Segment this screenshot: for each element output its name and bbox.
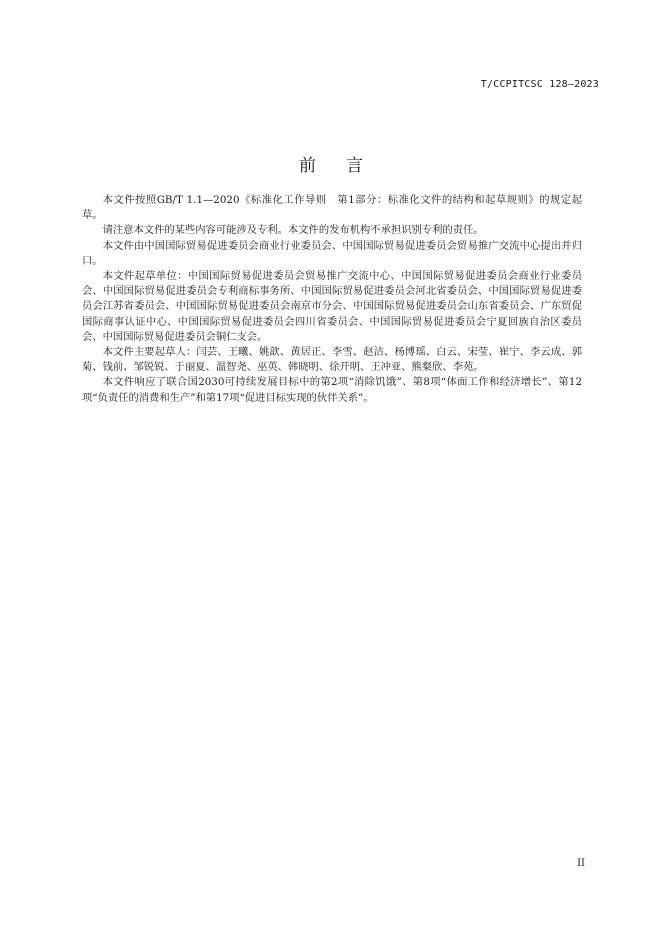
paragraph-drafting-units: 本文件起草单位：中国国际贸易促进委员会贸易推广交流中心、中国国际贸易促进委员会商业行业委员会、中国国际贸易促进委员会专利商标事务所、中国国际贸易促进委员会河北省委员会、中国国际贸易促进委员会江苏省委员会、中国国际贸易促进委员会南京市分会、中国国际贸易促进委员会山东省委员会、广东贸促国际商事认证中心、中国国际贸易促进委员会四川省委员会、中国国际贸易促进委员会宁夏回族自治区委员会、中国国际贸易促进委员会铜仁支会。 [82,270,582,343]
page-title: 前言 [299,156,393,177]
document-code: T/CCPITCSC 128—2023 [480,79,599,90]
paragraph-sdg-goals: 本文件响应了联合国2030可持续发展目标中的第2项“消除饥饿”、第8项“体面工作和经济增长”、第12项“负责任的消费和生产”和第17项“促进目标实现的伙伴关系”。 [82,376,582,404]
page-number: II [577,858,585,869]
paragraph-drafting-rules: 本文件按照GB/T 1.1—2020《标准化工作导则 第1部分：标准化文件的结构和起草规则》的规定起草。 [82,194,582,222]
paragraph-patent-notice: 请注意本文件的某些内容可能涉及专利。本文件的发布机构不承担识别专利的责任。 [102,224,484,237]
paragraph-proposer: 本文件由中国国际贸易促进委员会商业行业委员会、中国国际贸易促进委员会贸易推广交流中心提出并归口。 [82,239,582,267]
foreword-body [82,193,582,406]
paragraph-drafters: 本文件主要起草人：闫芸、王曦、姚歆、黄居正、李雪、赵洁、杨博瑶、白云、宋莹、崔宁、李云成、郭菊、钱前、邹锐锐、于丽夏、温智尧、巫英、韩晓明、徐开明、王冲亚、熊粲欣、李苑。 [82,346,582,374]
